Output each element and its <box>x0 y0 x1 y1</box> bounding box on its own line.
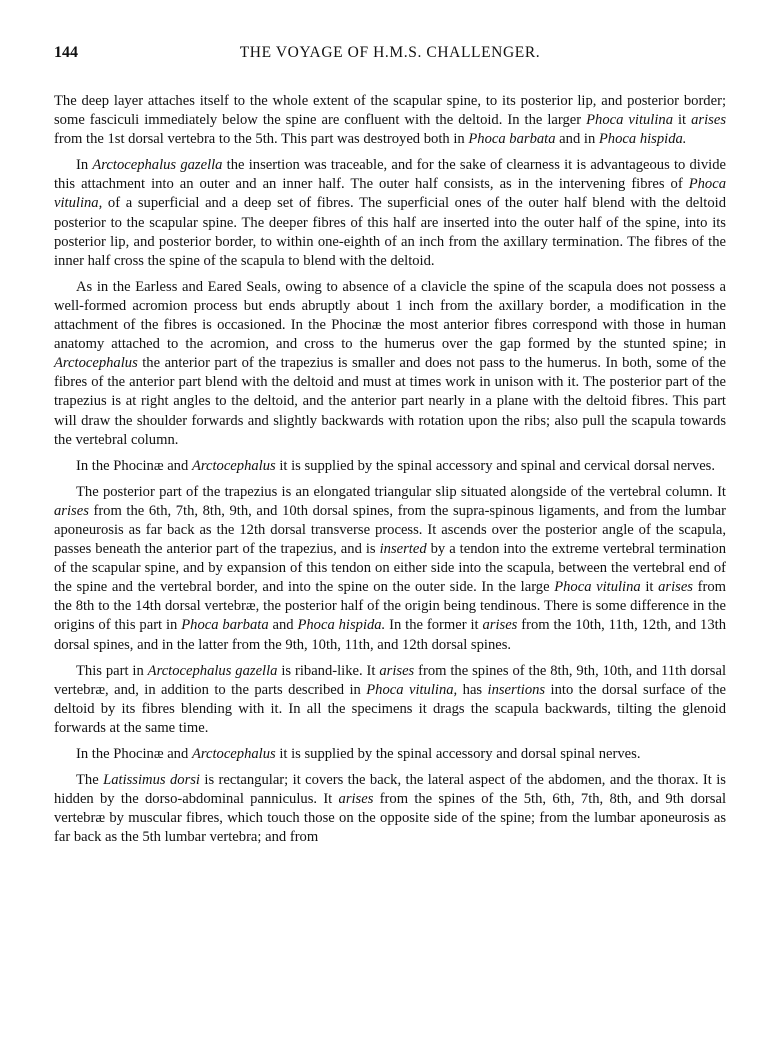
italic-run: insertions <box>487 681 546 698</box>
italic-run: inserted <box>379 541 427 558</box>
italic-run: Arctocephalus <box>191 746 276 762</box>
paragraph <box>54 92 726 149</box>
text-run: from the 1st dorsal vertebra to the 5th. This part was destroyed both in <box>54 131 469 148</box>
italic-run: arises <box>691 112 726 129</box>
page-number: 144 <box>54 44 78 61</box>
paragraph <box>54 745 726 764</box>
paragraph <box>54 278 726 450</box>
text-run: into the dorsal surface of the deltoid by its fibres blending with it. In all the specimens it drags the scapula backwards, tilting the glenoid forwards at the same time. <box>54 681 726 736</box>
italic-run: Phoca vitulina, <box>54 176 726 212</box>
italic-run: arises <box>54 502 89 519</box>
text-run: The deep layer attaches itself to the whole extent of the scapular spine, to its posterior lip, and posterior border; some fasciculi immediately below the spine are confluent with the deltoid. In the larger <box>54 93 726 129</box>
text-run: has <box>457 681 488 698</box>
text-run: and in <box>555 131 599 148</box>
italic-run: Phoca vitulina <box>554 579 641 596</box>
running-head: THE VOYAGE OF H.M.S. CHALLENGER. <box>239 44 541 61</box>
text-run: and <box>268 617 298 634</box>
text-run: As in the Earless and Eared Seals, owing to absence of a clavicle the spine of the scapula does not possess a well-formed acromion process but ends abruptly about 1 inch from the axillary border, a modification in the attachment of the fibres is occasioned. In the Phocinæ the most anterior fibres correspond with those in human anatomy attached to the acromion, and cross to the humerus over the gap formed by the stunted spine; in <box>54 278 726 353</box>
text-run: This part in <box>76 662 148 679</box>
italic-run: Arctocephalus <box>191 457 276 474</box>
italic-run: Phoca barbata <box>468 131 556 148</box>
text-run: it <box>640 579 659 596</box>
italic-run: Arctocephalus <box>54 355 138 372</box>
text-run: by a tendon into the extreme vertebral termination of the scapular spine, and by expansion of this tendon on either side into the scapula, between the vertebral end of the spine and the vertebral border, and into the spine on the outer side. In the large <box>54 541 726 596</box>
text-run: is riband-like. It <box>277 662 380 679</box>
italic-run: Phoca hispida. <box>297 617 386 634</box>
text-run: In the Phocinæ and <box>76 457 192 474</box>
text-run: the insertion was traceable, and for the sake of clearness it is advantageous to divide this attachment into an outer and an inner half. The outer half consists, as in the intervening fibres of <box>54 157 726 193</box>
text-run: from the 6th, 7th, 8th, 9th, and 10th dorsal spines, from the supra-spinous ligaments, and from the lumbar aponeurosis as far back as the 12th dorsal transverse process. It ascends over the posterior angle of the scapula, passes beneath the anterior part of the trapezius, and is <box>54 502 726 558</box>
italic-run: Phoca barbata <box>181 617 269 634</box>
text-run: the anterior part of the trapezius is smaller and does not pass to the humerus. In both, some of the fibres of the anterior part blend with the deltoid and must at times work in unison with it. The posterior part of the trapezius is at right angles to the deltoid, and the anterior part nearly in a plane with the deltoid fibres. This part will draw the shoulder forwards and slightly backwards with rotation upon the ribs; also pull the scapula towards the vertebral column. <box>54 355 726 448</box>
text-run: from the 10th, 11th, 12th, and 13th dorsal spines, and in the latter from the 9th, 10th, 11th, and 12th dorsal spines. <box>54 617 726 653</box>
italic-run: Arctocephalus gazella <box>147 662 278 679</box>
text-run: The posterior part of the trapezius is an elongated triangular slip situated alongside of the vertebral column. It <box>76 483 726 500</box>
italic-run: arises <box>658 579 693 596</box>
text-run: The <box>76 772 104 789</box>
italic-run: Phoca hispida. <box>598 131 687 148</box>
italic-run: arises <box>482 617 518 634</box>
text-run: In the former it <box>385 617 483 634</box>
paragraph <box>54 771 726 847</box>
italic-run: Arctocephalus gazella <box>92 157 223 174</box>
paragraph <box>54 156 726 271</box>
text-run: of a superficial and a deep set of fibres. The superficial ones of the outer half blend with the deltoid posterior to the scapular spine. The deeper fibres of this half are inserted into the outer half of the spine, into its posterior lip, and posterior border, to within one-eighth of an inch from the axillary termination. The fibres of the inner half cross the spine of the scapula to blend with the deltoid. <box>54 195 726 269</box>
page-header <box>54 44 726 74</box>
paragraph <box>54 457 726 476</box>
text-run: it is supplied by the spinal accessory and dorsal spinal nerves. <box>275 746 641 762</box>
italic-run: Phoca vitulina <box>586 112 673 129</box>
text-run: it <box>673 112 692 129</box>
italic-run: Phoca vitulina, <box>366 681 458 698</box>
text-run: is rectangular; it covers the back, the lateral aspect of the abdomen, and the thorax. It is hidden by the dorso-abdominal panniculus. It <box>54 772 726 808</box>
paragraph <box>54 483 726 655</box>
text-run: In <box>76 157 93 174</box>
italic-run: Latissimus dorsi <box>103 772 200 789</box>
text-run: from the spines of the 8th, 9th, 10th, and 11th dorsal vertebræ, and, in addition to the parts described in <box>54 662 727 698</box>
italic-run: arises <box>338 791 374 808</box>
text-run: it is supplied by the spinal accessory and spinal and cervical dorsal nerves. <box>275 457 716 474</box>
text-run: from the 8th to the 14th dorsal vertebræ, the posterior half of the origin being tendinous. There is some difference in the origins of this part in <box>54 579 726 634</box>
body-text <box>54 92 726 847</box>
text-run: In the Phocinæ and <box>76 746 192 762</box>
italic-run: arises <box>379 662 415 679</box>
paragraph <box>54 662 726 738</box>
text-run: from the spines of the 5th, 6th, 7th, 8th, and 9th dorsal vertebræ by muscular fibres, which touch those on the opposite side of the spine; from the lumbar aponeurosis as far back as the 5th lumbar vertebra; and from <box>54 791 726 846</box>
